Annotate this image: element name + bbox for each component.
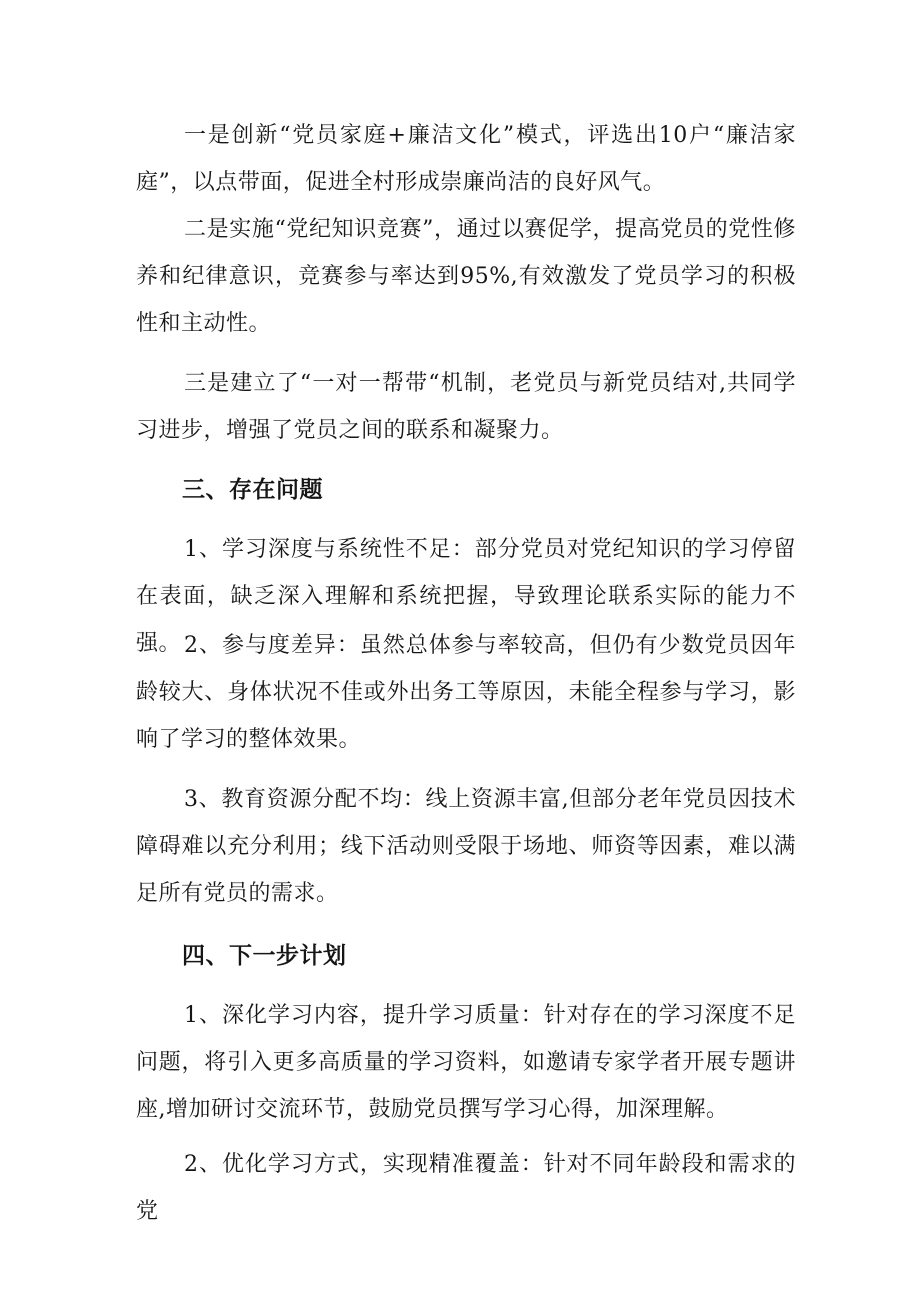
paragraph-family-integrity: 一是创新“党员家庭+廉洁文化”模式，评选出10户“廉洁家庭”，以点带面，促进全村形成崇廉尚洁的良好风气。 bbox=[136, 123, 796, 195]
plan-item-deepen-content: 1、深化学习内容，提升学习质量：针对存在的学习深度不足问题，将引入更多高质量的学习资料，如邀请专家学者开展专题讲座,增加研讨交流环节，鼓励党员撰写学习心得，加深理解。 bbox=[136, 1003, 796, 1122]
problem-item-participation: 2、参与度差异：虽然总体参与率较高，但仍有少数党员因年龄较大、身体状况不佳或外出务工等原因，未能全程参与学习，影响了学习的整体效果。 bbox=[136, 633, 796, 752]
plan-item-optimize-method: 2、优化学习方式，实现精准覆盖：针对不同年龄段和需求的党 bbox=[136, 1152, 796, 1224]
section-heading-problems: 三、存在问题 bbox=[182, 477, 323, 503]
problem-item-resources: 3、教育资源分配不均：线上资源丰富,但部分老年党员因技术障碍难以充分利用；线下活动则受限于场地、师资等因素，难以满足所有党员的需求。 bbox=[136, 787, 796, 906]
paragraph-mentoring: 三是建立了“一对一帮带“机制，老党员与新党员结对,共同学习进步，增强了党员之间的联系和凝聚力。 bbox=[136, 371, 796, 443]
section-heading-next-steps: 四、下一步计划 bbox=[182, 943, 347, 969]
problem-item-depth: 1、学习深度与系统性不足：部分党员对党纪知识的学习停留在表面，缺乏深入理解和系统把握，导致理论联系实际的能力不强。 bbox=[136, 537, 796, 656]
paragraph-knowledge-contest: 二是实施“党纪知识竞赛”，通过以赛促学，提高党员的党性修养和纪律意识，竞赛参与率达到95%,有效激发了党员学习的积极性和主动性。 bbox=[136, 217, 796, 336]
